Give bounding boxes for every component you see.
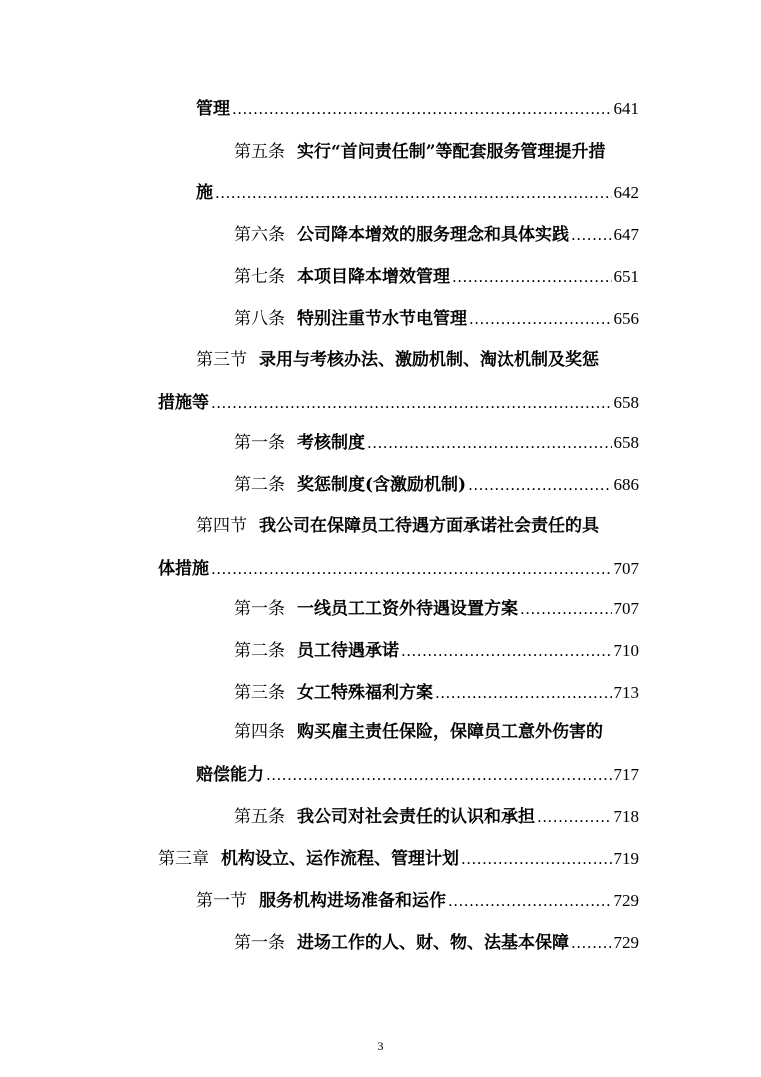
toc-entry-continuation: [196, 92, 639, 120]
toc-entry-page: 729: [613, 891, 639, 910]
toc-entry-page: 656: [613, 309, 639, 328]
toc-entry-title-cont: 措施等: [158, 393, 209, 413]
toc-leader-dots: [452, 266, 612, 288]
toc-entry-label: 第三条: [234, 683, 285, 703]
toc-leader-dots: [211, 558, 612, 580]
toc-entry: [234, 218, 639, 246]
toc-entry: [196, 884, 639, 912]
toc-entry-label: 第五条: [234, 142, 285, 162]
toc-entry: [234, 800, 639, 828]
toc-entry-page: 642: [613, 183, 639, 202]
toc-entry-label: 第三章: [158, 849, 209, 869]
toc-entry: [234, 592, 639, 620]
toc-entry-continuation: [196, 758, 639, 786]
toc-leader-dots: [232, 98, 612, 120]
toc-entry-label: 第一条: [234, 599, 285, 619]
toc-entry-continuation: [158, 386, 639, 414]
toc-entry-title-cont: 赔偿能力: [196, 765, 264, 785]
toc-entry-title: 录用与考核办法、激励机制、淘汰机制及奖惩: [259, 350, 599, 370]
toc-leader-dots: [537, 806, 612, 828]
toc-entry-page: 710: [613, 641, 639, 660]
toc-leader-dots: [435, 682, 612, 704]
toc-leader-dots: [401, 640, 612, 662]
toc-entry-title: 员工待遇承诺: [297, 641, 399, 661]
toc-leader-dots: [468, 474, 611, 496]
toc-entry: [234, 676, 639, 704]
toc-leader-dots: [266, 764, 612, 786]
toc-entry: [234, 634, 639, 662]
toc-entry-label: 第六条: [234, 225, 285, 245]
toc-entry-label: 第一节: [196, 891, 247, 911]
toc-entry-continuation: [158, 552, 639, 580]
toc-entry-page: 717: [613, 765, 639, 784]
toc-entry-title: 一线员工工资外待遇设置方案: [297, 599, 518, 619]
toc-entry-page: 707: [613, 599, 639, 618]
toc-entry-title: 管理: [196, 99, 230, 119]
toc-entry-page: 641: [613, 99, 639, 118]
toc-entry-title: 我公司对社会责任的认识和承担: [297, 807, 535, 827]
toc-leader-dots: [215, 182, 612, 204]
toc-entry-title: 实行“首问责任制”等配套服务管理提升措: [297, 142, 606, 162]
toc-entry-title: 特别注重节水节电管理: [297, 309, 467, 329]
toc-leader-dots: [367, 432, 612, 454]
toc-entry-page: 707: [613, 559, 639, 578]
toc-leader-dots: [571, 224, 612, 246]
toc-entry-title: 我公司在保障员工待遇方面承诺社会责任的具: [259, 516, 599, 536]
toc-leader-dots: [211, 392, 612, 414]
toc-entry-page: 686: [613, 475, 639, 494]
toc-entry-page: 718: [613, 807, 639, 826]
toc-entry-page: 651: [613, 267, 639, 286]
toc-entry-label: 第八条: [234, 309, 285, 329]
page-number: 3: [377, 1039, 384, 1053]
toc-entry-title: 女工特殊福利方案: [297, 683, 433, 703]
toc-entry-page: 713: [613, 683, 639, 702]
toc-entry: [234, 468, 639, 496]
toc-leader-dots: [571, 932, 612, 954]
toc-entry-page: 658: [613, 393, 639, 412]
toc-leader-dots: [448, 890, 612, 912]
toc-entry-label: 第二条: [234, 475, 285, 495]
toc-entry-title-cont: 施: [196, 183, 213, 203]
toc-entry-title: 本项目降本增效管理: [297, 267, 450, 287]
toc-entry: [234, 260, 639, 288]
toc-entry-continuation: [196, 176, 639, 204]
toc-entry-title: 公司降本增效的服务理念和具体实践: [297, 225, 569, 245]
toc-leader-dots: [520, 598, 612, 620]
toc-entry: [234, 302, 639, 330]
toc-entry-title: 考核制度: [297, 433, 365, 453]
toc-leader-dots: [461, 848, 612, 870]
toc-entry-label: 第四节: [196, 516, 247, 536]
toc-entry-title-cont: 体措施: [158, 559, 209, 579]
toc-entry-page: 729: [613, 933, 639, 952]
toc-entry-label: 第三节: [196, 350, 247, 370]
toc-entry: [234, 926, 639, 954]
toc-entry-title: 进场工作的人、财、物、法基本保障: [297, 933, 569, 953]
toc-entry-page: 719: [613, 849, 639, 868]
toc-entry-label: 第一条: [234, 933, 285, 953]
toc-entry-label: 第二条: [234, 641, 285, 661]
toc-entry-page: 647: [613, 225, 639, 244]
toc-entry-title: 购买雇主责任保险，保障员工意外伤害的: [297, 722, 603, 742]
toc-entry-label: 第四条: [234, 722, 285, 742]
toc-entry-title: 机构设立、运作流程、管理计划: [221, 849, 459, 869]
toc-entry-page: 658: [613, 433, 639, 452]
toc-entry: [158, 842, 639, 870]
toc-entry-label: 第五条: [234, 807, 285, 827]
toc-leader-dots: [469, 308, 612, 330]
toc-entry-label: 第七条: [234, 267, 285, 287]
toc-entry: [234, 426, 639, 454]
toc-entry-title: 服务机构进场准备和运作: [259, 891, 446, 911]
toc-entry-label: 第一条: [234, 433, 285, 453]
toc-entry-title: 奖惩制度(含激励机制): [297, 475, 467, 495]
